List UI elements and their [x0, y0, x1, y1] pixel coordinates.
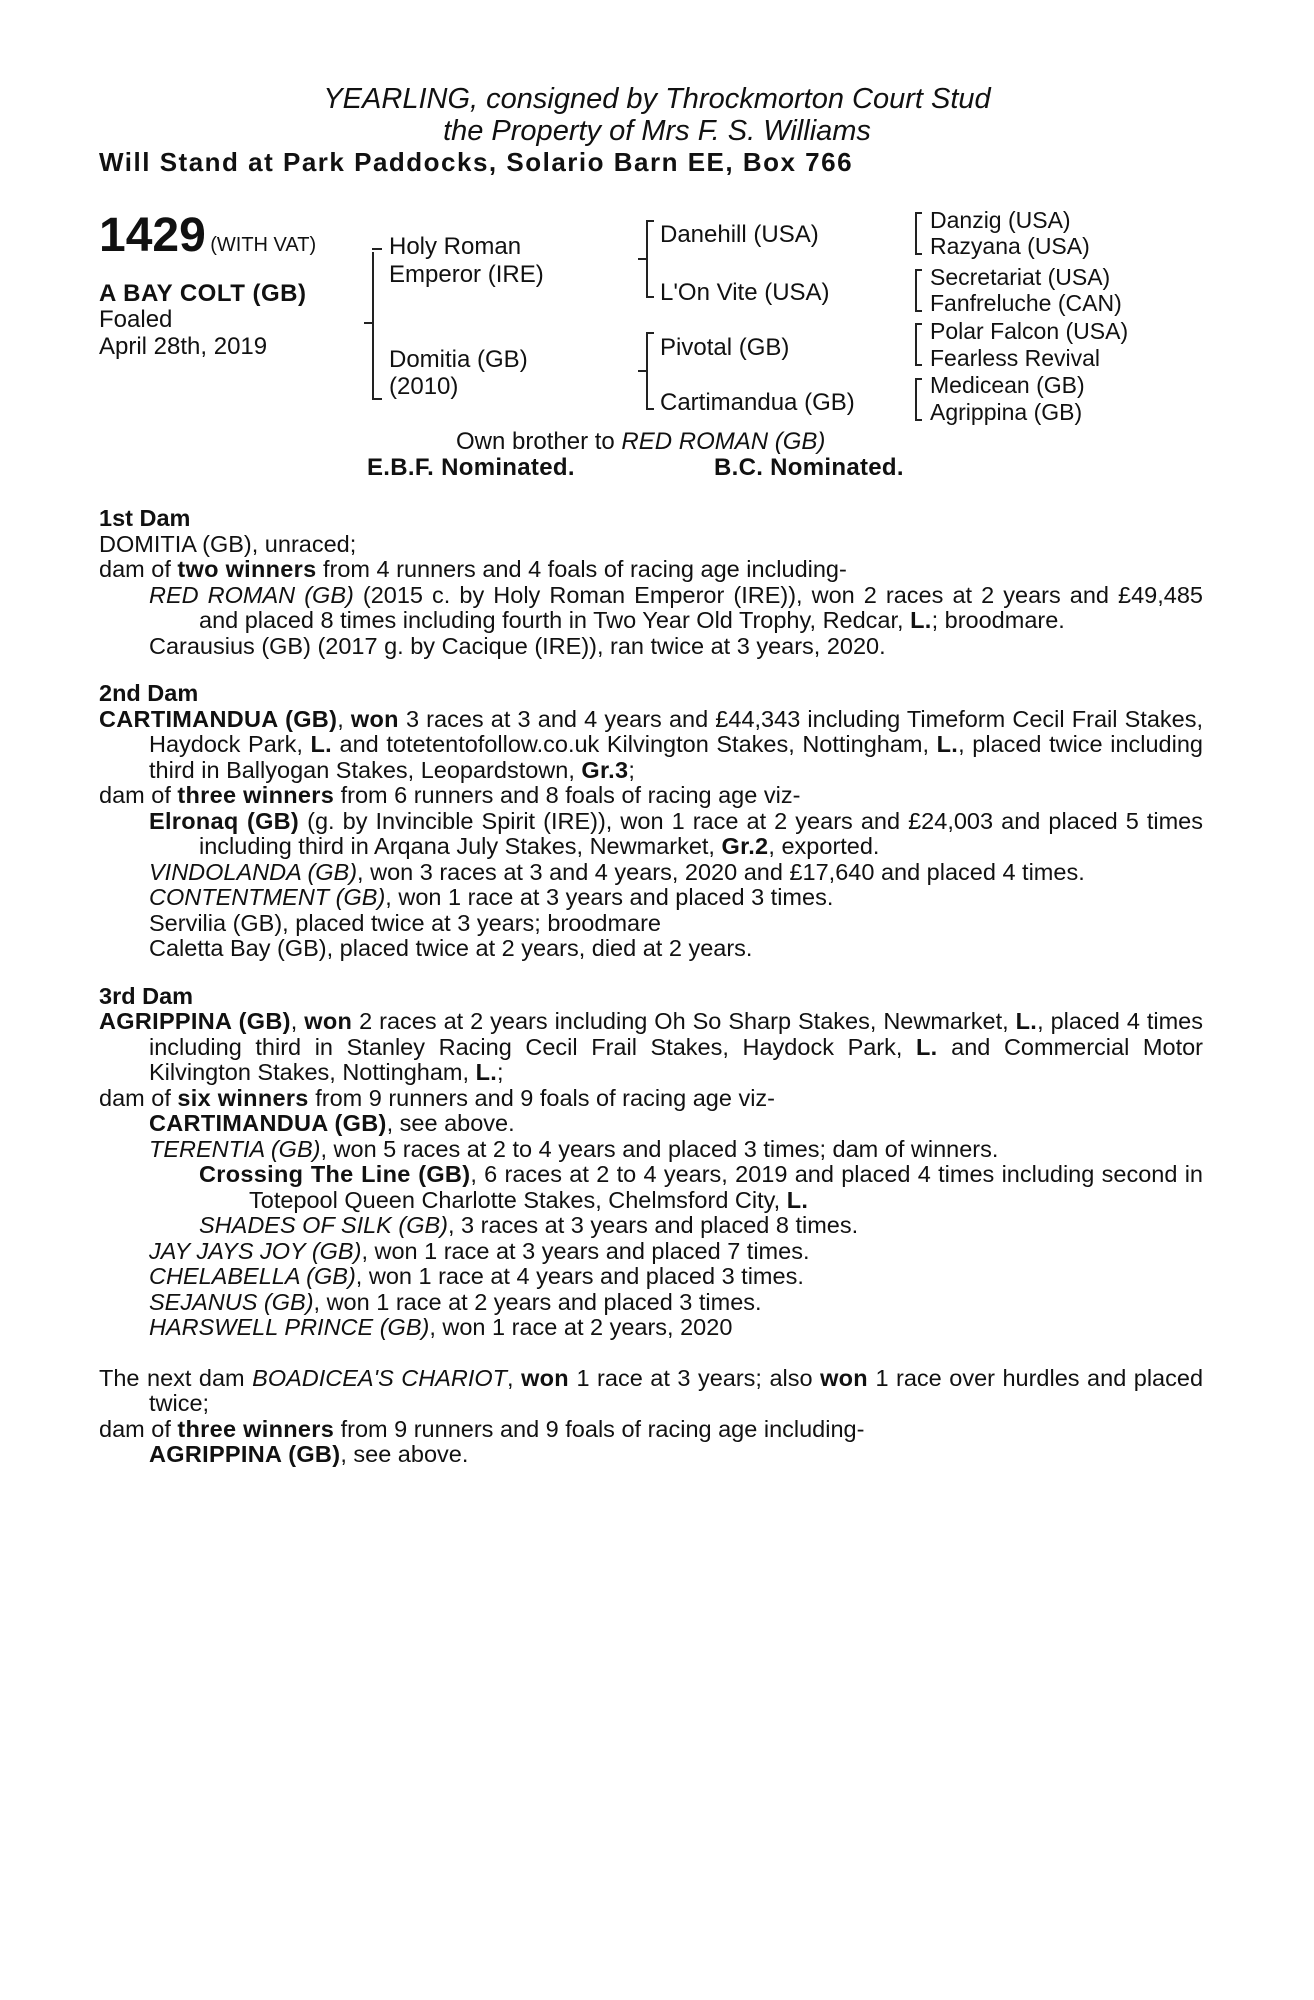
dam-name-line1: Domitia (GB) [389, 346, 528, 373]
third-dam-produce: dam of six winners from 9 runners and 9 foals of racing age viz- [99, 1084, 776, 1111]
sire-bracket-mid [638, 258, 646, 260]
g3-ancestor-4: Fanfreluche (CAN) [930, 290, 1122, 316]
pedigree-bracket-main [372, 252, 374, 398]
dam-name-line2: (2010) [389, 373, 459, 400]
g3-tick [915, 419, 922, 421]
sire-name-line2: Emperor (IRE) [389, 261, 544, 288]
dam-sire: Pivotal (GB) [660, 334, 790, 361]
g3-bracket-2 [915, 271, 917, 311]
offspring-cartimandua: CARTIMANDUA (GB), see above. [149, 1110, 515, 1136]
g3-ancestor-8: Agrippina (GB) [930, 399, 1083, 425]
first-dam-heading: 1st Dam [99, 505, 191, 531]
offspring-chelabella: CHELABELLA (GB), won 1 race at 4 years and placed 3 times. [149, 1263, 804, 1289]
second-dam-produce: dam of three winners from 6 runners and 8 foals of racing age viz- [99, 782, 801, 808]
first-dam-produce: dam of two winners from 4 runners and 4 foals of racing age including- [99, 556, 847, 582]
dam-bracket-mid [638, 370, 646, 372]
lot-heading [99, 208, 316, 263]
next-dam-produce: dam of three winners from 9 runners and 9 foals of racing age including- [99, 1415, 865, 1442]
g3-tick [915, 269, 922, 271]
sire-sire: Danehill (USA) [660, 221, 819, 248]
own-brother-name: RED ROMAN (GB) [621, 428, 826, 455]
vat-label: (WITH VAT) [210, 234, 317, 256]
bracket-tick-bottom [372, 398, 382, 400]
offspring-contentment: CONTENTMENT (GB), won 1 race at 3 years and placed 3 times. [149, 884, 834, 910]
g3-bracket-3 [915, 325, 917, 365]
bracket-tick-top [372, 248, 382, 250]
first-dam-summary: DOMITIA (GB), unraced; [99, 530, 357, 557]
sire-name-line1: Holy Roman [389, 233, 522, 260]
sire-bracket-bottom [646, 296, 654, 298]
sire-bracket [646, 222, 648, 297]
g3-tick [915, 212, 922, 214]
sire-bracket-top [646, 220, 654, 222]
offspring-harswell-prince: HARSWELL PRINCE (GB), won 1 race at 2 years, 2020 [149, 1314, 733, 1340]
third-dam-summary: AGRIPPINA (GB), won 2 races at 2 years including Oh So Sharp Stakes, Newmarket, L., placed 4 times including third in Stanley Racing Cecil Frail Stakes, Haydock Park, L. and Commercial Motor Kilvington Stakes, Nottingham, L.; [99, 1008, 1203, 1085]
consignor-line: YEARLING, consigned by Throckmorton Court Stud [323, 83, 991, 115]
g3-bracket-1 [915, 214, 917, 254]
offspring-terentia: TERENTIA (GB), won 5 races at 2 to 4 years and placed 3 times; dam of winners. [149, 1135, 999, 1162]
g3-tick [915, 310, 922, 312]
g3-tick [915, 253, 922, 255]
offspring-servilia: Servilia (GB), placed twice at 3 years; broodmare [149, 909, 661, 936]
foaled-label: Foaled [99, 306, 173, 333]
offspring-agrippina: AGRIPPINA (GB), see above. [149, 1441, 469, 1467]
second-dam-heading: 2nd Dam [99, 680, 199, 706]
g3-ancestor-5: Polar Falcon (USA) [930, 318, 1129, 344]
sire-dam: L'On Vite (USA) [660, 279, 830, 306]
second-dam-summary: CARTIMANDUA (GB), won 3 races at 3 and 4 years and £44,343 including Timeform Cecil Frail Stakes, Haydock Park, L. and totetentofollow.co.uk Kilvington Stakes, Nottingham, L., placed twice including third in Ballyogan Stakes, Leopardstown, Gr.3; [99, 705, 1203, 783]
offspring-vindolanda: VINDOLANDA (GB), won 3 races at 3 and 4 years, 2020 and £17,640 and placed 4 times. [149, 858, 1085, 885]
dam-details [99, 506, 1203, 1468]
g3-ancestor-1: Danzig (USA) [930, 207, 1071, 233]
foaled-date: April 28th, 2019 [99, 333, 268, 360]
lot-number: 1429 [99, 209, 206, 262]
g3-tick [915, 378, 922, 380]
offspring-elronaq: Elronaq (GB) (g. by Invincible Spirit (IRE)), won 1 race at 2 years and £24,003 and placed 5 times including third in Arqana July Stakes, Newmarket, Gr.2, exported. [149, 807, 1203, 859]
offspring-red-roman: RED ROMAN (GB) (2015 c. by Holy Roman Emperor (IRE)), won 2 races at 2 years and £49,485 and placed 8 times including fourth in Two Year Old Trophy, Redcar, L.; broodmare. [149, 581, 1203, 633]
third-dam-heading: 3rd Dam [99, 982, 194, 1009]
own-brother-note: Own brother to RED ROMAN (GB) [456, 428, 826, 455]
dam-bracket [646, 334, 648, 409]
next-dam-summary: The next dam BOADICEA'S CHARIOT, won 1 race at 3 years; also won 1 race over hurdles and placed twice; [99, 1364, 1204, 1416]
g3-ancestor-6: Fearless Revival [930, 345, 1100, 371]
grand-offspring-shades-of-silk: SHADES OF SILK (GB), 3 races at 3 years and placed 8 times. [199, 1212, 859, 1238]
offspring-jay-jays-joy: JAY JAYS JOY (GB), won 1 race at 3 years and placed 7 times. [149, 1237, 810, 1264]
property-line: the Property of Mrs F. S. Williams [443, 115, 871, 147]
g3-tick [915, 323, 922, 325]
dam-bracket-top [646, 332, 654, 334]
offspring-sejanus: SEJANUS (GB), won 1 race at 2 years and placed 3 times. [149, 1288, 762, 1315]
spacer [99, 1341, 1203, 1366]
g3-ancestor-2: Razyana (USA) [930, 233, 1090, 259]
g3-tick [915, 364, 922, 366]
offspring-carausius: Carausius (GB) (2017 g. by Cacique (IRE)), ran twice at 3 years, 2020. [149, 632, 886, 659]
dam-dam: Cartimandua (GB) [660, 389, 855, 416]
offspring-caletta-bay: Caletta Bay (GB), placed twice at 2 years, died at 2 years. [149, 935, 753, 961]
stabling-line: Will Stand at Park Paddocks, Solario Barn EE, Box 766 [99, 147, 854, 177]
lot-title: A BAY COLT (GB) [99, 280, 307, 307]
g3-ancestor-7: Medicean (GB) [930, 372, 1085, 398]
grand-offspring-crossing-the-line: Crossing The Line (GB), 6 races at 2 to 4 years, 2019 and placed 4 times including second in Totepool Queen Charlotte Stakes, Chelmsford City, L. [199, 1161, 1203, 1213]
bracket-tick-mid [364, 322, 372, 324]
bc-nominated: B.C. Nominated. [714, 454, 904, 481]
dam-bracket-bottom [646, 408, 654, 410]
ebf-nominated: E.B.F. Nominated. [367, 454, 575, 481]
g3-ancestor-3: Secretariat (USA) [930, 264, 1111, 290]
g3-bracket-4 [915, 380, 917, 420]
